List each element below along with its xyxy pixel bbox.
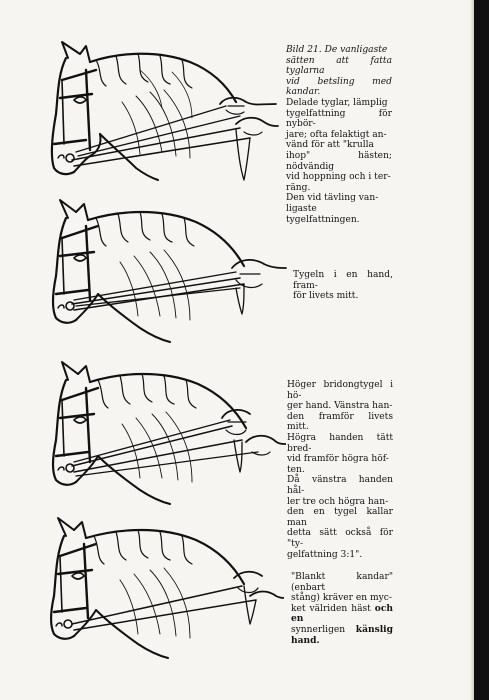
- caption-split-reins: Delade tyglar, lämplig tygelfattning för nybör- jare; ofta felaktigt an- vänd för att "krulla ihop" hästen; nödvändig vid hoppning och i ter- räng. Den vid tävling van- ligaste tygelfattningen.: [286, 98, 392, 225]
- horse-head-one-hand-icon: [44, 196, 288, 346]
- caption-curb-only: [291, 572, 393, 646]
- figure-title: Bild 21. De vanligaste sätten att fatta tyglarna vid betsling med kandar.: [286, 45, 392, 98]
- caption-curb-only-part2: synnerligen: [291, 624, 346, 635]
- horse-head-three-one-icon: [46, 360, 286, 510]
- scan-edge: [474, 0, 489, 700]
- caption-curb-only-bold1: och en: [291, 602, 393, 625]
- caption-one-hand: Tygeln i en hand, fram- för livets mitt.: [293, 270, 393, 302]
- caption-curb-only-part1: "Blankt kandar" (enbart stång) kräver en myc- ket välriden häst: [291, 572, 393, 614]
- horse-head-curb-only-icon: [44, 514, 284, 664]
- caption-curb-only-bold2: känslig hand.: [291, 623, 393, 646]
- caption-three-one: Höger bridongtygel i hö- ger hand. Vänstra han- den framför livets mitt. Högra handen tätt bred- vid framför högra höf- ten. Då vänstra handen hål- ler tre och högra han- den en tygel kallar man detta sätt också för "ty- gelfattning 3:1".: [287, 380, 393, 560]
- horse-head-split-reins-icon: [40, 40, 280, 200]
